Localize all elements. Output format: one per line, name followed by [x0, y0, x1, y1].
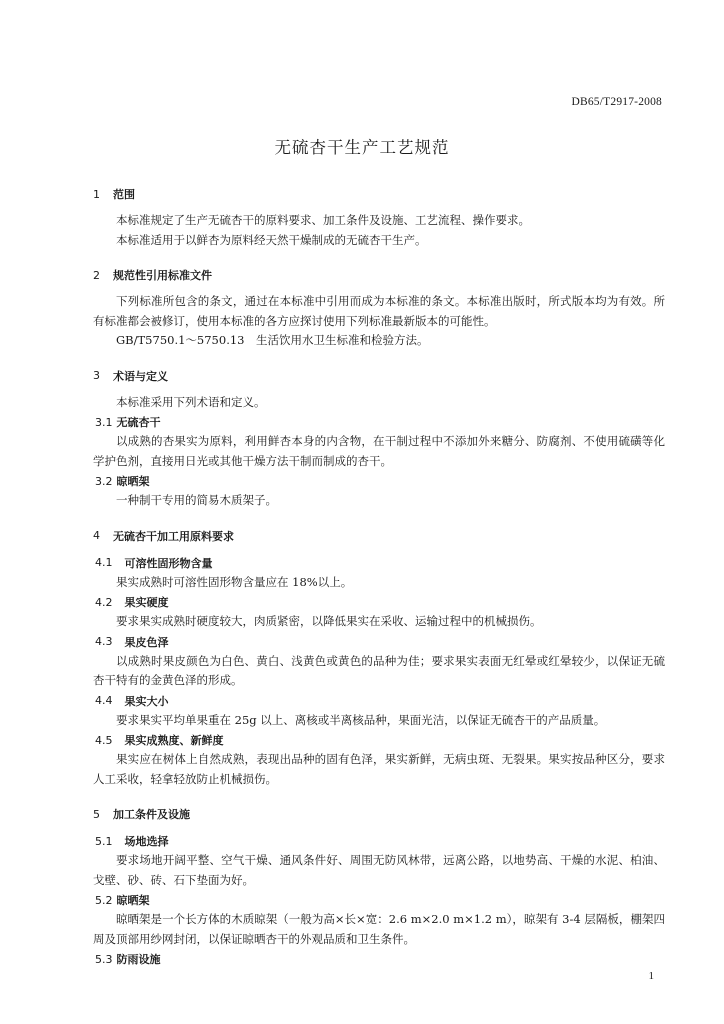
section-number: 3	[93, 369, 100, 382]
section-heading-2	[93, 265, 665, 285]
section-title: 加工条件及设施	[113, 808, 190, 821]
paragraph: 要求果实成熟时硬度较大，肉质紧密，以降低果实在采收、运输过程中的机械损伤。	[116, 614, 542, 628]
subsection-heading-5-2	[95, 890, 665, 910]
subsection-number: 4.4	[95, 694, 113, 707]
subsection-heading-4-2	[95, 592, 665, 612]
paragraph: 要求场地开阔平整、空气干燥、通风条件好、周围无防风林带，远离公路，以地势高、干燥的水泥、柏油、戈壁、砂、砖、石下垫面为好。	[93, 853, 665, 887]
subsection-title: 果实大小	[124, 694, 169, 708]
subsection-number: 5.1	[95, 834, 113, 848]
subsection-title: 无硫杏干	[116, 416, 161, 429]
subsection-title: 果实成熟度、新鲜度	[124, 734, 224, 747]
subsection-number: 4.2	[95, 595, 113, 609]
section-number: 4	[93, 529, 100, 542]
paragraph: 要求果实平均单果重在 25g 以上、离核或半离核品种，果面光洁，以保证无硫杏干的产品质量。	[116, 712, 606, 727]
paragraph: GB/T5750.1～5750.13 生活饮用水卫生标准和检验方法。	[116, 333, 429, 347]
subsection-number: 4.1	[95, 556, 113, 569]
paragraph: 以成熟的杏果实为原料，利用鲜杏本身的内含物，在干制过程中不添加外来糖分、防腐剂、不使用硫磺等化学护色剂，直接用日光或其他干燥方法干制而制成的杏干。	[93, 434, 665, 468]
section-title: 无硫杏干加工用原料要求	[113, 529, 234, 543]
page-title: 无硫杏干生产工艺规范	[274, 138, 450, 157]
section-number: 5	[93, 807, 100, 821]
subsection-title: 防雨设施	[116, 953, 161, 966]
subsection-heading-4-5	[95, 730, 665, 750]
section-title: 规范性引用标准文件	[113, 269, 212, 282]
subsection-title: 果实硬度	[124, 596, 169, 609]
section-heading-1	[93, 184, 665, 204]
subsection-title: 可溶性固形物含量	[124, 556, 213, 570]
subsection-number: 5.2	[95, 893, 113, 907]
section-number: 1	[93, 187, 100, 201]
subsection-heading-4-4	[95, 691, 665, 711]
section-heading-4	[93, 526, 665, 546]
paragraph: 本标准采用下列术语和定义。	[116, 394, 266, 409]
paragraph: 以成熟时果皮颜色为白色、黄白、浅黄色或黄色的品种为佳；要求果实表面无红晕或红晕较少，以保证无硫杏干特有的金黄色泽的形成。	[93, 653, 665, 687]
document-id: DB65/T2917-2008	[571, 96, 662, 108]
subsection-heading-5-1	[95, 831, 665, 851]
subsection-title: 果皮色泽	[124, 635, 169, 649]
section-number: 2	[93, 268, 100, 282]
paragraph: 本标准适用于以鲜杏为原料经天然干燥制成的无硫杏干生产。	[116, 232, 427, 247]
paragraph: 果实应在树体上自然成熟，表现出品种的固有色泽，果实新鲜，无病虫斑、无裂果。果实按品种区分，要求人工采收，轻拿轻放防止机械损伤。	[93, 752, 665, 786]
subsection-number: 5.3	[95, 952, 113, 966]
subsection-title: 场地选择	[124, 835, 169, 848]
section-heading-3	[93, 366, 665, 386]
paragraph: 果实成熟时可溶性固形物含量应在 18%以上。	[116, 574, 353, 589]
subsection-heading-3-2	[95, 471, 665, 491]
subsection-heading-3-1	[95, 412, 665, 432]
subsection-number: 3.2	[95, 474, 113, 488]
subsection-heading-4-1	[95, 553, 665, 573]
section-title: 范围	[113, 188, 135, 201]
document-body	[93, 184, 665, 969]
section-title: 术语与定义	[113, 369, 168, 383]
subsection-heading-4-3	[95, 632, 665, 652]
paragraph: 晾晒架是一个长方体的木质晾架（一般为高×长×宽：2.6 m×2.0 m×1.2 m），晾架有 3-4 层隔板，棚架四周及顶部用纱网封闭，以保证晾晒杏干的外观品质和卫生条件。	[93, 912, 665, 946]
section-heading-5	[93, 804, 665, 824]
paragraph: 下列标准所包含的条文，通过在本标准中引用而成为本标准的条文。本标准出版时，所式版本均为有效。所有标准都会被修订，使用本标准的各方应探讨使用下列标准最新版本的可能性。	[93, 294, 665, 328]
subsection-number: 3.1	[95, 415, 113, 429]
subsection-heading-5-3	[95, 949, 665, 969]
subsection-title: 晾晒架	[116, 894, 150, 907]
page-number: 1	[648, 970, 654, 982]
subsection-number: 4.5	[95, 733, 113, 747]
subsection-number: 4.3	[95, 635, 113, 648]
paragraph: 一种制干专用的简易木质架子。	[116, 493, 277, 507]
paragraph: 本标准规定了生产无硫杏干的原料要求、加工条件及设施、工艺流程、操作要求。	[116, 213, 530, 227]
subsection-title: 晾晒架	[116, 475, 150, 488]
